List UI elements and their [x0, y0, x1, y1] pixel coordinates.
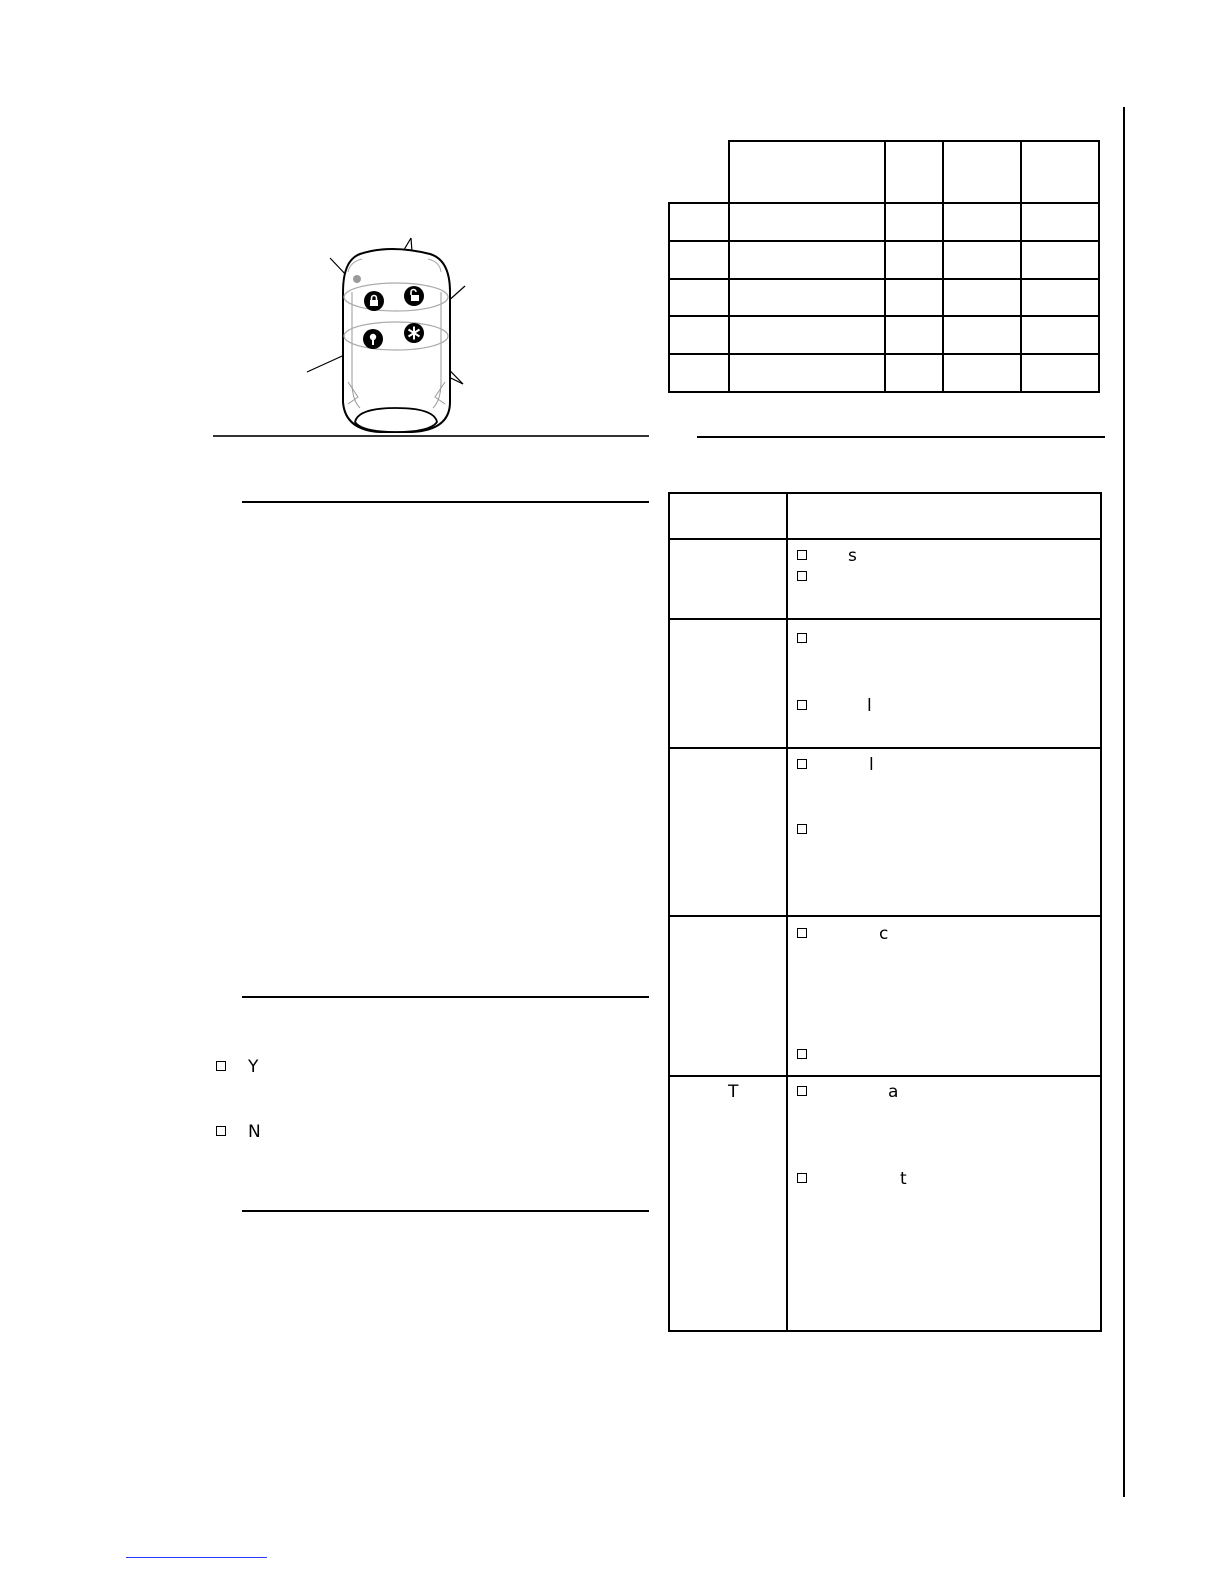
checkbox[interactable]: [797, 1086, 807, 1096]
table-2-row-line: [668, 618, 1102, 620]
checkbox[interactable]: [216, 1126, 226, 1136]
checkbox[interactable]: [797, 1173, 807, 1183]
section-rule-1: [242, 501, 649, 503]
table-2-row-line: [668, 915, 1102, 917]
checkbox-label: N: [248, 1122, 261, 1142]
right-section-rule: [697, 436, 1105, 438]
table-1-left-col: [668, 202, 730, 393]
asterisk-icon: [403, 322, 425, 344]
checkbox[interactable]: [797, 824, 807, 834]
table-2-row-line: [668, 538, 1102, 540]
lock-icon: [363, 290, 385, 312]
checkbox[interactable]: [797, 928, 807, 938]
remote-figure: [300, 232, 480, 438]
checkbox[interactable]: [797, 700, 807, 710]
checkbox[interactable]: [797, 571, 807, 581]
page-margin-rule: [1123, 107, 1125, 1497]
table-2-item: t: [900, 1169, 907, 1189]
checkbox[interactable]: [216, 1061, 226, 1071]
table-2-row-line: [668, 1075, 1102, 1077]
checkbox[interactable]: [797, 633, 807, 643]
table-2-item: l: [869, 755, 874, 775]
table-2-item: l: [867, 696, 872, 716]
checkbox-label: Y: [248, 1057, 259, 1077]
table-1-col-line: [1020, 140, 1022, 393]
section-rule-2: [242, 996, 649, 998]
table-2-row-label: T: [728, 1082, 739, 1102]
key-icon: [362, 328, 384, 350]
footer-link[interactable]: [126, 1557, 267, 1558]
table-2-item: s: [848, 546, 857, 566]
unlock-icon: [403, 285, 425, 307]
table-2-item: c: [879, 924, 889, 944]
checkbox[interactable]: [797, 759, 807, 769]
section-rule-3: [242, 1210, 649, 1212]
checkbox[interactable]: [797, 550, 807, 560]
table-2-item: a: [888, 1082, 899, 1102]
figure-rule: [213, 435, 649, 437]
table-1-col-line: [942, 140, 944, 393]
table-1-col-line: [884, 140, 886, 393]
table-1-header-frame: [728, 140, 1100, 393]
table-2-row-line: [668, 747, 1102, 749]
checkbox[interactable]: [797, 1049, 807, 1059]
